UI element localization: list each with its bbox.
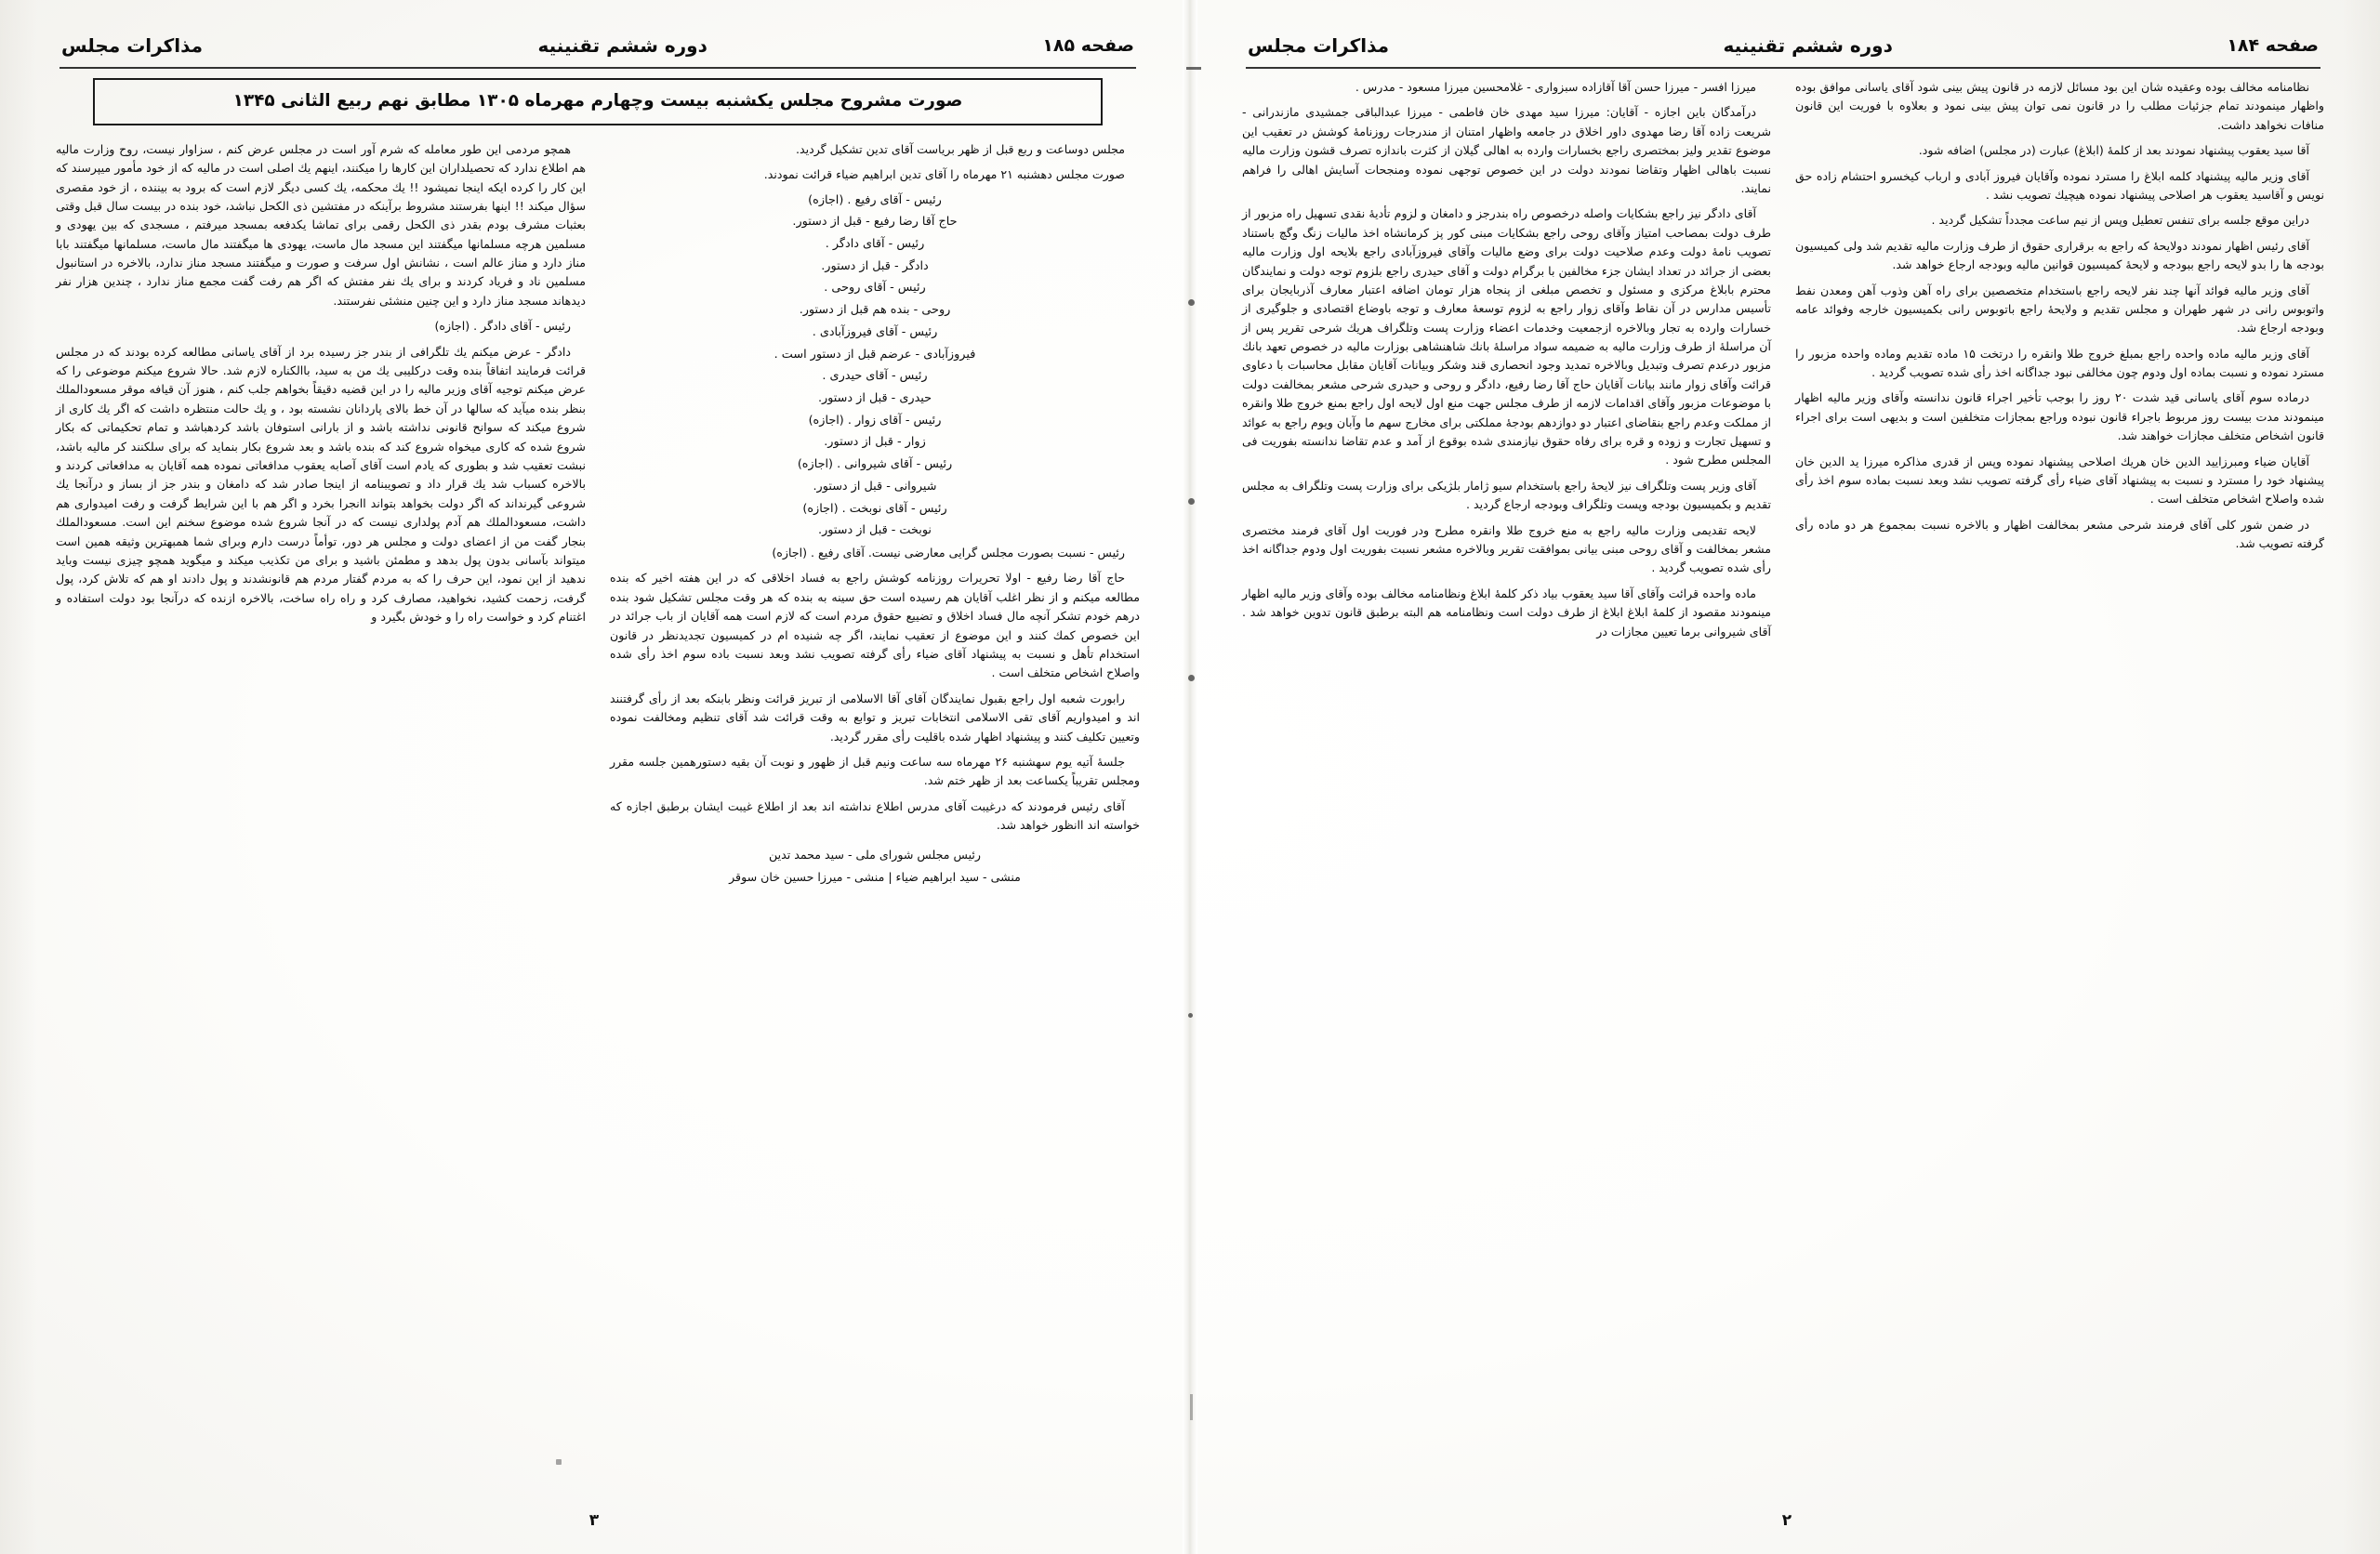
signature-line: رئيس مجلس شورای ملی - سيد محمد تدين bbox=[769, 847, 981, 862]
speaker-line: حيدری - قبل از دستور. bbox=[817, 391, 932, 405]
header-center-right: دوره ششم تقنينيه bbox=[1723, 34, 1893, 57]
speaker-line: نوبخت - قبل از دستور. bbox=[818, 523, 932, 538]
header-rule-left bbox=[60, 67, 1136, 69]
speaker-line: رئيس - آقای رفيع . (اجازه) bbox=[808, 192, 942, 207]
speaker-line: رئيس - آقای روحی . bbox=[824, 281, 926, 296]
scan-edge-mark bbox=[1188, 299, 1195, 306]
paragraph: آقای وزير ماليه پيشنهاد كلمه ابلاغ را مسترد نموده وآقايان فيروز آبادی و ارباب كيخسرو احتشام زاده حق نويس و آقاسيد يعقوب هر اصلاحی پيشنهاد نموده هيچيك تصويب نشد . bbox=[1795, 168, 2324, 202]
paragraph: آقای رئيس فرمودند كه درغيبت آقای مدرس اطلاع نداشته اند بعد از اطلاع غيبت ايشان برطبق اجازه كه خواسته اند اانظور خواهد شد. bbox=[610, 798, 1140, 833]
paragraph: آقای رئيس اظهار نمودند دولايحهٔ كه راجع به برقراری حقوق از طرف وزارت ماليه تقديم شد ولی كميسيون بودجه ها را بدو لايحه راجع ببودجه و لايحهٔ كميسيون قوانين ماليه وبودجه ارجاع خواهد شد. bbox=[1795, 238, 2324, 272]
column-right-left-page bbox=[610, 140, 1140, 1534]
paragraph: درماده سوم آقای ياسانی قيد شدت ۲۰ روز را بوجب تأخير اجراء قانون ندانسته وآقای وزير ماليه اظهار مينمودند مدت بيست روز مربوط باجراء قانون نبوده وراجع بمجازات متخلفين است و بديهی است برای اجراء قانون اشخاص متخلف مجازات خواهند شد. bbox=[1795, 390, 2324, 443]
page-header-left bbox=[56, 32, 1140, 65]
page-number-left: ۳ bbox=[588, 1511, 600, 1530]
speaker-line: زوار - قبل از دستور. bbox=[824, 435, 926, 450]
speaker-line: حاج آقا رضا رفيع - قبل از دستور. bbox=[792, 215, 958, 230]
paragraph: دادگر - عرض ميكنم يك تلگرافی از بندر جز رسيده برد از آقای ياسانی مطالعه كرده بودند كه در مجلس قرائت فرمايند اتفاقاً بنده وقت دركليبی يك من به سيد، باالكناره لازم شد. حالا شروع ميكنم موضوعی را كه عرض ميكنم توجيه آقای وزير ماليه را در اين قضيه دقيقاً بخواهم جلب كنم ، هنوز آن قيافه موقر مسعودالملك بنظر بنده ميآيد كه سالها در آن خط بالای پاردانان نشسته بود ، و يك حالت منتظره داشت كه اگر يك كاری از شروع ميكند كه سوانح قانونی نداشته باشد و از بارانی استوفان باشد كردهباشد و تمام تحكيماتی كه بكار شروع شده كه كاری ميخواه شروع كند كه بنده باشد و بعد شروع بكار بنمايد كه برای سلكنند كر ماليه باشد، نبشت تعقيب شد و بطوری كه يادم است آقای آصابه يعقوب مدافعاتی نموده همه آقايان به مدافعاتی كردند و بالاخره كسباب شد يك قرار داد و تصويبنامه از اينجا صادر شد كه دامغان و بندر جز از بساز و درآنجا يك شروعی گيرنداند كه اگر دولت بخواهد بتواند اانجرا بخرد و اگر هم با اين شرايط گرفت و رفت اميدواری هم داشت، مسعودالملك هم آدم پولداری نيست كه در آنجا شروع شده موضوع سخنم اين است. مسعودالملك بنجار گفت من از اعضای دولت و مجلس هر دور، توأماً درست دارم وبرای شما همبهترين وثيقه همين است ميتواند بآسانی بدون پول بدهد و مطمئن باشيد و برای من تكذيب ميكند و ميگويد همچو چيزی نيست وبايد ندهيد از اين نمود، اين حرف را كه به مردم گفتار مردم هم قانونشدند و پول دادند او هم كه تلاش كرد، پول گرفت، زحمت كشيد، نخواهيد، مصارف كرد و راه راه ساخت، بالاخره ازنده كه درآنجا بود دولت استفاده و اغتنام كرد و خواست راه را و خودش بگيرد و bbox=[56, 344, 586, 625]
page-header-right bbox=[1242, 32, 2324, 65]
paragraph: صورت مجلس دهشنبه ۲۱ مهرماه را آقای تدين ابراهيم ضياء قرائت نمودند. bbox=[763, 167, 1125, 182]
paragraph: دراين موقع جلسه برای تنفس تعطيل وپس از نيم ساعت مجدداً تشكيل گرديد . bbox=[1931, 213, 2309, 228]
speaker-line: رئيس - آقای شيروانی . (اجازه) bbox=[797, 457, 953, 472]
session-title-box bbox=[93, 78, 1103, 125]
header-right-left: مذاكرات مجلس bbox=[61, 34, 204, 57]
scan-edge-mark bbox=[1186, 67, 1201, 70]
columns-right bbox=[1242, 78, 2324, 1528]
paragraph: آقای دادگر نيز راجع بشكايات واصله درخصوص راه بندرجز و دامغان و لزوم تأديهٔ نقدی تسهيل راه مزبور از طرف دولت بمصاحب امتياز وآقای روحی راجع بشكايات مبنی كور پز كرمانشاه اخذ ماليات زنگ وگچ باستناد تصويب نامهٔ دولت وعدم صلاحيت دولت برای وضع ماليات وآقای فيروزآبادی راجع بلايحه اول وزارت ماليه بعضی از جرائد در تعداد ايشان جزء مخالفين با برگرام دولت و آقای حيدری راجع بلزوم توجه دولت و نمايندگان محترم بابلاغ مركزی و مسئول و تخصص مبلغی از پنجاه هزار تومان اضافه اعتبار معارف آذربايجان برای تأسيس مدارس در آن نقاط وآقای زوار راجع به لزوم توسعهٔ معارف و توجه باوضاع اقتصادی و جلوگيری از خسارات وارده به تجار وبالاخره ازجمعيت وخدمات اعضاء وزارت پست وتلگراف هريك شرحی تقرير پس از آن مراسلهٔ از طرف وزارت ماليه به ضميمه سواد مراسلهٔ بانك شاهنشاهی بوزارت ماليه در خصوص تعهد بانك مزبور درعدم تصرف وتبديل وبالاخره تمديد وجود انحصاری قند وشكر وبيانات آقايان مقابل محاسبات با دعاوی قرائت وآقای زوار مانند بيانات آقايان حاج آقا رضا رفيع، دادگر و روحی و حيدری شرحی مشعر بمخالفت دولت با موضوعات مزبور وآقای اقدامات لازمه از طرف مجلس جهت منع اول لايحه اول راجع بمنع خروج طلا وانقره از مملكت وعدم راجع بنقاضای اعتبار دو دوازدهم بودجهٔ مملكتی برای مخارج سهم ما وآبان ويوم راجع به عوائد و تسهيل تجارت و زوده و قره برای رفاه حقوق نيازمندی شده بوقوع از آمد و عدم تقاضا ندانسته بفوريت فی المجلس مطرح شود . bbox=[1242, 206, 1771, 468]
speaker-line: رئيس - آقای حيدری . bbox=[822, 369, 928, 384]
page-number-right: ۲ bbox=[1781, 1511, 1792, 1530]
column-left-right-page bbox=[1242, 78, 1771, 1528]
scan-edge-mark bbox=[1188, 1013, 1193, 1018]
paragraph: حاج آقا رضا رفيع - اولا تحريرات روزنامه كوشش راجع به فساد اخلاقی كه در اين هفته اخير كه بنده مطالعه ميكنم و از نظر اغلب آقايان هم رسيده است حق سينه به بنده كه هر وقت مجلس تشكيل شود بنده درهم خودم تشكر آنچه مال فساد اخلاق و تضييع حقوق مردم است كه لازم است همه آقايان از باب جرائد در اين خصوص كمك كنند و اين موضوع از تعقيب نمايند، اگر چه شنيده ام در كميسيون تجديدنظر در قانون استخدام تأهل و نسبت به پيشنهاد آقای ضياء رأی گرفته تصويب نشد وبعد نسبت باده سوم اخذ رأی شده واصلاح اشخاص متخلف است . bbox=[610, 571, 1140, 680]
session-title: صورت مشروح مجلس يكشنبه بيست وچهارم مهرماه ۱۳۰۵ مطابق نهم ربيع الثانی ۱۳۴۵ bbox=[232, 91, 963, 111]
paragraph: آقا سيد يعقوب پيشنهاد نمودند بعد از كلمهٔ (ابلاغ) عبارت (در مجلس) اضافه شود. bbox=[1918, 143, 2309, 158]
paragraph: در ضمن شور كلی آقای فرمند شرحی مشعر بمخالفت اظهار و بالاخره نسبت بمجموع هر دو ماده رأی گرفته تصويب شد. bbox=[1795, 517, 2324, 551]
paragraph: ميرزا افسر - ميرزا حسن آقا آقازاده سبزواری - غلامحسين ميرزا مسعود - مدرس . bbox=[1355, 80, 1756, 94]
folio-right: صفحه ۱۸۴ bbox=[2227, 35, 2319, 56]
signature-line: منشی - سيد ابراهيم ضياء | منشی - ميرزا حسين خان سوقر bbox=[729, 869, 1021, 884]
scan-edge-mark bbox=[1190, 1394, 1193, 1420]
speaker-line: شيروانی - قبل از دستور. bbox=[813, 479, 937, 494]
speaker-line: رئيس - آقای دادگر . bbox=[825, 236, 925, 251]
speaker-line: دادگر - قبل از دستور. bbox=[821, 258, 929, 273]
speaker-line: فيروزآبادی - عرضم قبل از دستور است . bbox=[774, 347, 976, 362]
column-right-right-page bbox=[1795, 78, 2324, 1528]
paragraph: جلسهٔ آتيه يوم سهشنبه ۲۶ مهرماه سه ساعت ونيم قبل از ظهور و نوبت آن بقيه دستورهمين جلسه مقرر ومجلس تقريباً يكساعت بعد از ظهر ختم شد. bbox=[610, 754, 1140, 788]
columns-left bbox=[56, 140, 1140, 1534]
page-right bbox=[1194, 0, 2380, 1554]
header-right-right: مذاكرات مجلس bbox=[1248, 34, 1390, 57]
paragraph: ماده واحده قرائت وآقای آقا سيد يعقوب بياد ذكر كلمهٔ ابلاغ ونظامنامه مخالف بوده وآقای وزير ماليه اظهار مينمودند مقصود از كلمهٔ ابلاغ ابلاغ از طرف دولت است ونظامنامه هم البته برطبق قانون تدوين خواهد شد . آقای شيروانی برما تعيين مجازات در bbox=[1242, 586, 1771, 639]
paragraph: مجلس دوساعت و ربع قبل از ظهر برياست آقای تدين تشكيل گرديد. bbox=[795, 141, 1125, 156]
paragraph: رئيس - آقای دادگر . (اجازه) bbox=[434, 319, 571, 334]
paragraph: رابورت شعبه اول راجع بقبول نمايندگان آقای آقا الاسلامی از تبريز قرائت ونظر بابنكه بعد از رأی گرفتنند اند و اميدواريم آقای تقی الاسلامی انتخابات تبريز و توابع به وقت قرائت شد آقای تنظيم ومخالفت نموده وتعيين تكليف كنند و پيشنهاد اظهار شده باقليت رأی مقرر گرديد. bbox=[610, 691, 1140, 744]
paragraph: آقای وزير ماليه فوائد آنها چند نفر لايحه راجع باستخدام متخصصين برای راه آهن وذوب آهن ومعدن نفط واتوبوس رانی در شهر طهران و مجلس تقديم و ولايحهٔ راجع باتوبوس رانی بكميسيون خارجه وفوائد عامه وبودجه ارجاع شد. bbox=[1795, 283, 2324, 336]
paragraph: لايحه تقديمی وزارت ماليه راجع به منع خروج طلا وانقره مطرح ودر فوريت اول آقای فرمند مختصری مشعر بمخالفت و آقای روحی مبنی بيانی بموافقت تقرير وبالاخره مشعر نسبت بفوريت اول ودوم جداگانه اخذ رأی شده تصويب گرديد . bbox=[1242, 522, 1771, 575]
column-left-left-page bbox=[56, 140, 586, 1534]
paragraph: آقای وزير پست وتلگراف نيز لايحهٔ راجع باستخدام سيو ژامار بلژيكی برای وزارت پست وتلگراف به مجلس تقديم و بكميسيون بودجه وپست وتلگراف وبودجه ارجاع گرديد . bbox=[1242, 478, 1771, 512]
scan-speck bbox=[556, 1459, 562, 1465]
signature-block bbox=[610, 845, 1140, 888]
paragraph: آقای وزير ماليه ماده واحده راجع بمبلغ خروج طلا وانقره را درتخت ۱۵ ماده تقديم وماده واحده مزبور را مسترد نموده و نسبت بماده اول ودوم چون مخالفی نبود جداگانه اخذ رأی شده تصويب گرديد . bbox=[1795, 346, 2324, 380]
scan-edge-mark bbox=[1188, 498, 1195, 505]
paragraph: رئيس - نسبت بصورت مجلس گرايی معارضی نيست. آقای رفيع . (اجازه) bbox=[772, 546, 1125, 560]
header-center-left: دوره ششم تقنينيه bbox=[537, 34, 707, 57]
paragraph: درآمدگان باين اجازه - آقايان: ميرزا سيد مهدی خان فاطمی - ميرزا عبدالباقی جمشيدی مازندرانی - شريعت زاده آقا رضا مهدوی داور اخلاق در جامعه واظهار امتنان از مندرجات روزنامهٔ كوشش در تعقيب اين موضوع تقدير وليز بمختصری راجع بخسارات وارده به اهالی گيلان از كثرت باندازه تصرف قشون وزارت ماليه نسبت باهالی اظهار وتقاضا نمودند دولت در اين خصوص توجهی نموده ومنجحات آسايش اهالی را فراهم نمايند. bbox=[1242, 105, 1771, 195]
paragraph: همچو مردمی اين طور معامله كه شرم آور است در مجلس عرض كنم ، سزاوار نيست، روح وزارت ماليه هم اطلاع ندارد كه تحصيلداران اين كارها را ميكنند، اينهم يك اصلی است در ماليه كه از خود مأمور ميپرسند كه اين كار را كرده ايكه اينجا نميشود !! يك محكمه، يك كسی ديگر لازم است كه برود به بيننده ، از خود مقصری سؤال ميكند !! اينها بفرستند مشروط برآينكه در مفتشين ذی الكحل نباشد، خود بنده در بيست سال قبل وقتی بعثبات مشرف بودم بقدر ذی الكحل رقمی برای تماشا يكدفعه بمسجد ميرفتم ، مسجدی كه بين يهودی و مسلمين هرچه مسلمانها ميگفتند اين مسجد مال ماست، يهودی ها ميگفتند مال ماست، مسلمانها ميگفتند بابا مناز دارد و مناز عالم است ، نشانش اول سرفت و صورت و ميگفتند مسجد مناز ندارد، بالاخره در استانبول مسلمين ناد و فرياد كردند و برای يك نفر مفتش كه اگر هم رفت گفت مجمع مناز ندارد ، چندين هزار نفر ديدهاند مسجد مناز دارد و اين چنين منشئی نفرستند. bbox=[56, 141, 586, 308]
paragraph: آقايان ضياء ومبرزاييد الدين خان هريك اصلاحی پيشنهاد نموده وپس از قدری مذاكره ميرزا يد الدين خان پيشنهاد خود را مسترد و نسبت به پيشنهاد آقای ضياء رأی گرفته تصويب نشد وبعد نسبت بماده سوم اخذ رأی شده واصلاح اشخاص متخلف است . bbox=[1795, 454, 2324, 507]
page-left bbox=[0, 0, 1188, 1554]
scan-edge-mark bbox=[1188, 675, 1195, 681]
folio-left: صفحه ۱۸۵ bbox=[1042, 35, 1134, 56]
header-rule-right bbox=[1246, 67, 2320, 69]
speaker-line: رئيس - آقای زوار . (اجازه) bbox=[808, 413, 942, 428]
speaker-line: رئيس - آقای فيروزآبادی . bbox=[812, 324, 938, 339]
speaker-line: رئيس - آقای نوبخت . (اجازه) bbox=[802, 501, 947, 516]
paragraph: نظامنامه مخالف بوده وعقيده شان اين بود مسائل لازمه در قانون پيش بينی شود آقای ياسانی موافق بوده واظهار مينمودند تمام جزئيات مطلب را در قانون نمی توان پيش بينی نمود و بعلاوه با فوريت اين قانون منافات نخواهد داشت. bbox=[1795, 80, 2324, 132]
speaker-line: روحی - بنده هم قبل از دستور. bbox=[799, 303, 951, 318]
speaker-list bbox=[610, 191, 1140, 542]
